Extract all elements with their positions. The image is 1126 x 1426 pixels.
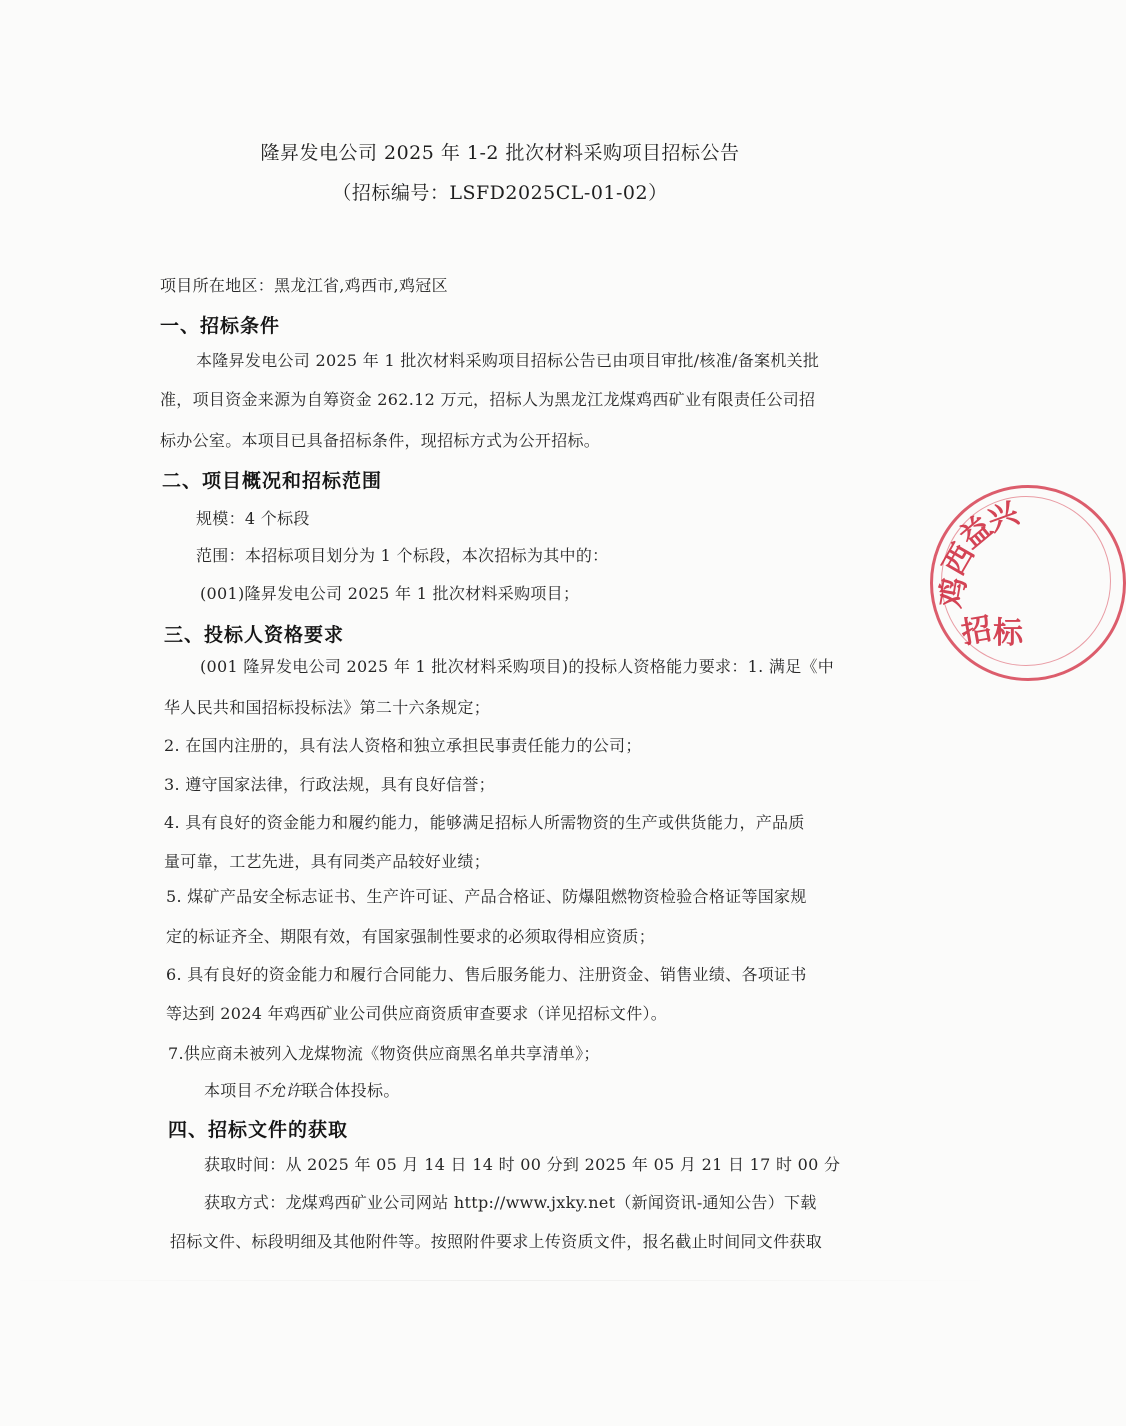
consortium-suffix: 联合体投标。 <box>301 1081 400 1100</box>
section4-line: 获取时间：从 2025 年 05 月 14 日 14 时 00 分到 2025 年 05 月 21 日 17 时 00 分 <box>204 1155 841 1174</box>
section3-heading: 三、投标人资格要求 <box>164 624 345 646</box>
section3-line: (001 隆昇发电公司 2025 年 1 批次材料采购项目)的投标人资格能力要求：1. 满足《中 <box>200 657 835 676</box>
project-region: 项目所在地区：黑龙江省,鸡西市,鸡冠区 <box>160 276 448 295</box>
red-seal-stamp <box>930 485 1126 681</box>
section3-line: 华人民共和国招标投标法》第二十六条规定； <box>164 698 491 717</box>
seal-char: 兴 <box>983 495 1024 539</box>
section3-line: 2. 在国内注册的，具有法人资格和独立承担民事责任能力的公司； <box>164 736 642 755</box>
section2-line: 规模：4 个标段 <box>196 509 310 528</box>
document-title: 隆昇发电公司 2025 年 1-2 批次材料采购项目招标公告 <box>260 142 740 164</box>
consortium-not-allowed: 不允许 <box>252 1081 302 1100</box>
section1-line: 本隆昇发电公司 2025 年 1 批次材料采购项目招标公告已由项目审批/核准/备案机关批 <box>196 351 820 370</box>
section4-line: 招标文件、标段明细及其他附件等。按照附件要求上传资质文件，报名截止时间同文件获取 <box>170 1232 823 1251</box>
section3-line: 等达到 2024 年鸡西矿业公司供应商资质审查要求（详见招标文件）。 <box>166 1004 668 1023</box>
section2-heading: 二、项目概况和招标范围 <box>162 470 383 492</box>
section3-line: 5. 煤矿产品安全标志证书、生产许可证、产品合格证、防爆阻燃物资检验合格证等国家规 <box>166 887 807 906</box>
section3-line: 6. 具有良好的资金能力和履行合同能力、售后服务能力、注册资金、销售业绩、各项证书 <box>166 965 807 984</box>
section4-line: 获取方式：龙煤鸡西矿业公司网站 http://www.jxky.net（新闻资讯-通知公告）下载 <box>204 1193 817 1212</box>
section4-heading: 四、招标文件的获取 <box>168 1119 349 1141</box>
seal-char: 益 <box>953 509 999 556</box>
section3-line: 3. 遵守国家法律，行政法规，具有良好信誉； <box>164 775 495 794</box>
section1-heading: 一、招标条件 <box>160 315 281 337</box>
section3-line: 7.供应商未被列入龙煤物流《物资供应商黑名单共享清单》； <box>168 1044 600 1063</box>
seal-char: 标 <box>993 616 1023 651</box>
consortium-prefix: 本项目 <box>204 1081 253 1100</box>
section3-line: 4. 具有良好的资金能力和履约能力，能够满足招标人所需物资的生产或供货能力，产品质 <box>164 813 805 832</box>
seal-char: 招 <box>958 611 995 652</box>
seal-char: 西 <box>936 538 982 582</box>
page-fold-line <box>0 1280 1000 1281</box>
tender-number: （招标编号：LSFD2025CL-01-02） <box>332 182 668 204</box>
section3-line: 量可靠，工艺先进，具有同类产品较好业绩； <box>164 852 491 871</box>
seal-char: 鸡 <box>933 574 974 611</box>
section2-line: 范围：本招标项目划分为 1 个标段，本次招标为其中的： <box>196 546 609 565</box>
section3-line: 定的标证齐全、期限有效，有国家强制性要求的必须取得相应资质； <box>166 927 656 946</box>
section1-line: 标办公室。本项目已具备招标条件，现招标方式为公开招标。 <box>160 431 601 450</box>
section1-line: 准，项目资金来源为自筹资金 262.12 万元，招标人为黑龙江龙煤鸡西矿业有限责任公司招 <box>160 390 816 409</box>
consortium-statement <box>204 1078 400 1101</box>
section2-line: (001)隆昇发电公司 2025 年 1 批次材料采购项目； <box>200 584 580 603</box>
